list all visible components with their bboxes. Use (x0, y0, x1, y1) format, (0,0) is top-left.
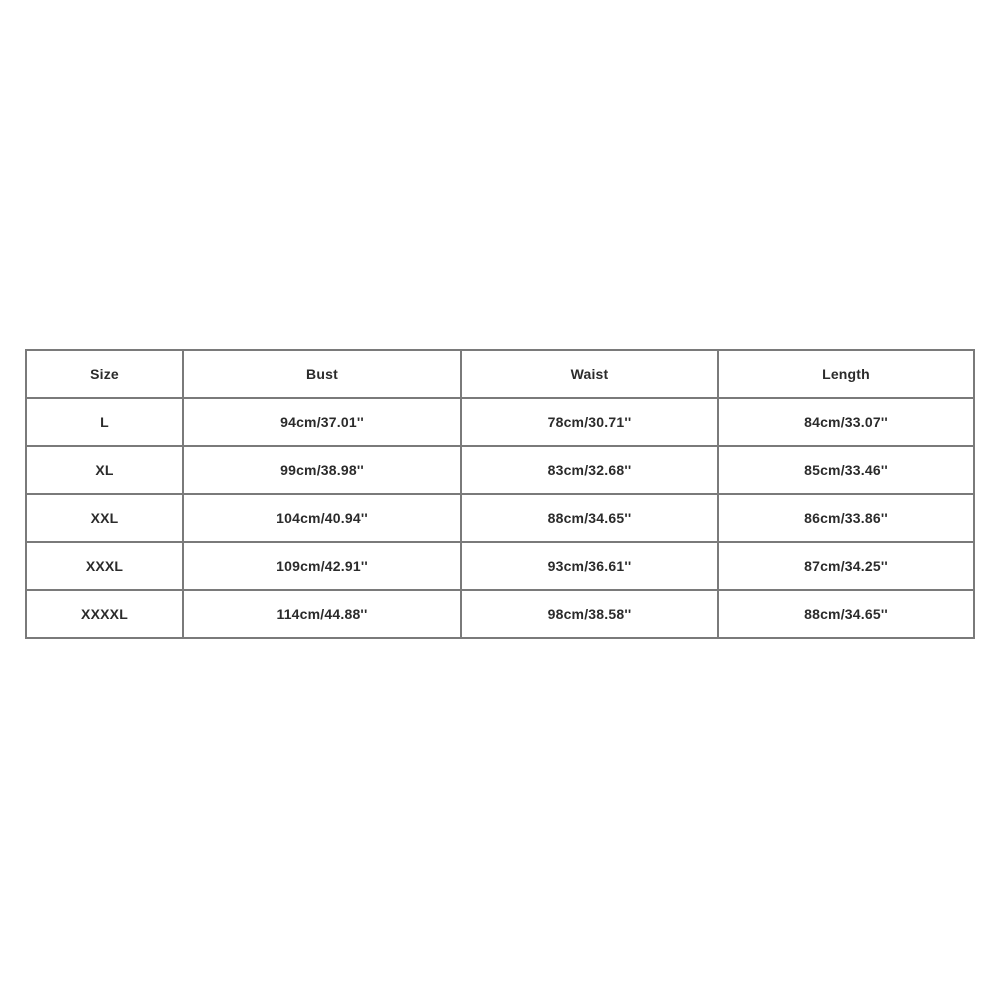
table-row (26, 590, 974, 638)
cell-length: 87cm/34.25'' (718, 542, 974, 590)
table-row (26, 398, 974, 446)
cell-bust: 99cm/38.98'' (183, 446, 461, 494)
header-length: Length (718, 350, 974, 398)
cell-bust: 114cm/44.88'' (183, 590, 461, 638)
cell-length: 88cm/34.65'' (718, 590, 974, 638)
cell-size: XXXL (26, 542, 183, 590)
table-header-row (26, 350, 974, 398)
cell-length: 84cm/33.07'' (718, 398, 974, 446)
cell-bust: 94cm/37.01'' (183, 398, 461, 446)
size-chart-table (25, 349, 975, 639)
cell-size: XL (26, 446, 183, 494)
cell-waist: 98cm/38.58'' (461, 590, 718, 638)
cell-bust: 109cm/42.91'' (183, 542, 461, 590)
table-row (26, 494, 974, 542)
cell-waist: 88cm/34.65'' (461, 494, 718, 542)
header-size: Size (26, 350, 183, 398)
cell-length: 86cm/33.86'' (718, 494, 974, 542)
header-bust: Bust (183, 350, 461, 398)
cell-size: L (26, 398, 183, 446)
cell-bust: 104cm/40.94'' (183, 494, 461, 542)
cell-waist: 93cm/36.61'' (461, 542, 718, 590)
cell-waist: 78cm/30.71'' (461, 398, 718, 446)
cell-size: XXXXL (26, 590, 183, 638)
header-waist: Waist (461, 350, 718, 398)
table-row (26, 542, 974, 590)
table-row (26, 446, 974, 494)
cell-waist: 83cm/32.68'' (461, 446, 718, 494)
cell-size: XXL (26, 494, 183, 542)
cell-length: 85cm/33.46'' (718, 446, 974, 494)
